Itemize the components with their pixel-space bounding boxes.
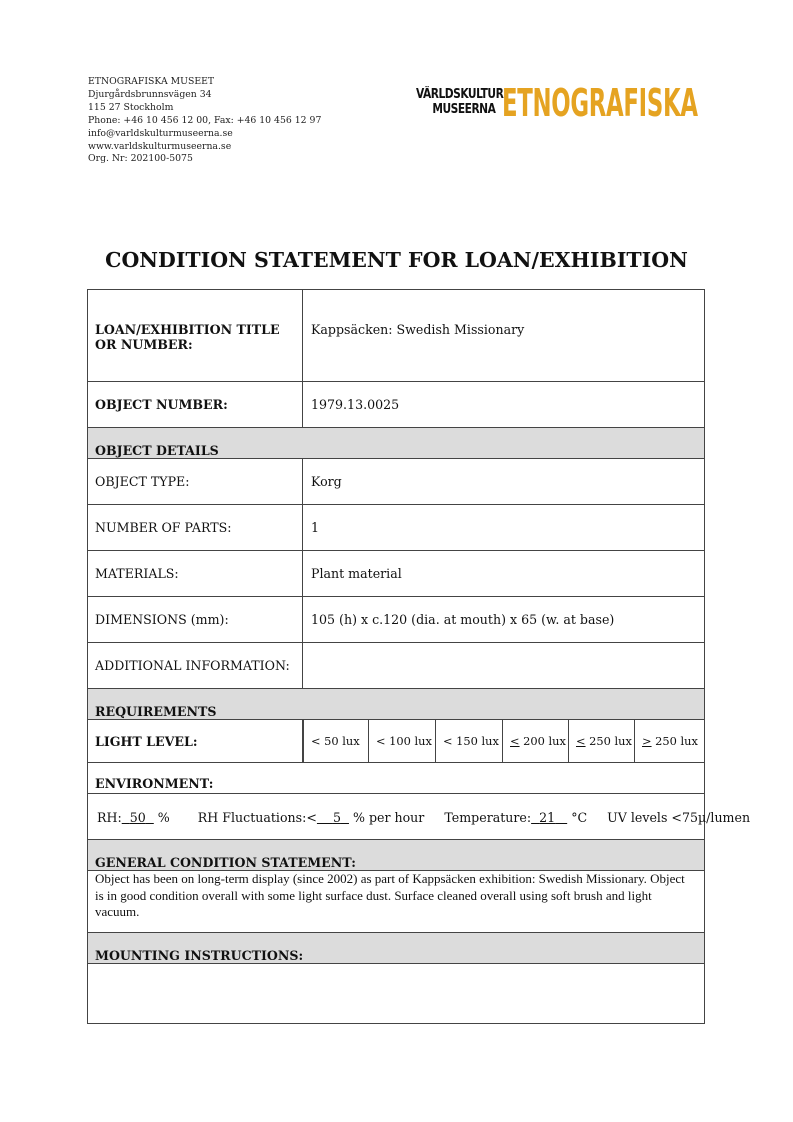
general-condition-text: Object has been on long-term display (since 2002) as part of Kappsäcken exhibition: Swedish Missionary. Object is in good condition overall with some light surface dust. Surface cleaned overall using soft brush and light vacuum.: [95, 871, 685, 919]
environment-values-row: [88, 794, 751, 840]
general-condition-heading-row: [88, 840, 704, 871]
object-number-label: OBJECT NUMBER:: [88, 382, 303, 427]
rh-unit: %: [157, 810, 170, 825]
light-option-over-250: [634, 720, 704, 762]
light-option-value: 200 lux: [519, 734, 566, 748]
address-line: www.varldskulturmuseerna.se: [88, 140, 232, 152]
rh-fluctuations-label: RH Fluctuations:<: [197, 810, 317, 825]
environment-heading-row: [88, 763, 704, 794]
parts-value: 1: [311, 520, 320, 535]
light-level-label: LIGHT LEVEL:: [88, 720, 303, 762]
light-option-150: [435, 720, 502, 762]
light-option-value: 150 lux: [456, 734, 499, 748]
light-option-symbol: >: [642, 734, 652, 748]
address-line: info@varldskulturmuseerna.se: [88, 127, 233, 139]
dimensions-label: DIMENSIONS (mm):: [88, 597, 303, 642]
parts-row: [88, 505, 704, 551]
logo-line1: VÄRLDSKULTUR: [416, 87, 504, 102]
light-option-value: 250 lux: [651, 734, 698, 748]
logo-brand: ETNOGRAFISKA: [502, 81, 698, 125]
object-details-heading: OBJECT DETAILS: [95, 443, 219, 458]
light-option-250: [568, 720, 634, 762]
address-line: 115 27 Stockholm: [88, 101, 174, 113]
dimensions-row: [88, 597, 704, 643]
loan-title-label: LOAN/EXHIBITION TITLE OR NUMBER:: [88, 290, 303, 381]
address-line: Org. Nr: 202100-5075: [88, 153, 193, 165]
rh-fluctuations-value: 5: [332, 810, 341, 825]
object-details-heading-row: [88, 428, 704, 459]
general-condition-row: [88, 871, 704, 933]
light-option-value: 250 lux: [585, 734, 632, 748]
light-option-200: [502, 720, 568, 762]
rh-fluctuations-unit: % per hour: [352, 810, 425, 825]
additional-info-label: ADDITIONAL INFORMATION:: [88, 643, 303, 688]
object-type-row: [88, 459, 704, 505]
mounting-heading-row: [88, 933, 704, 964]
rh-label: RH:: [97, 810, 122, 825]
address-line: Phone: +46 10 456 12 00, Fax: +46 10 456 12 97: [88, 114, 322, 126]
light-option-symbol: <: [443, 734, 457, 748]
page-title: CONDITION STATEMENT FOR LOAN/EXHIBITION: [105, 248, 688, 272]
temperature-value: 21: [539, 810, 556, 825]
light-option-symbol: <: [376, 734, 390, 748]
object-type-label: OBJECT TYPE:: [88, 459, 303, 504]
museum-logo: [416, 81, 698, 125]
light-level-row: [88, 720, 704, 763]
loan-title-row: [88, 290, 704, 382]
materials-value: Plant material: [311, 566, 402, 581]
light-option-value: 50 lux: [324, 734, 360, 748]
uv-levels: UV levels <75µ/lumen: [607, 810, 751, 825]
temperature-label: Temperature:: [444, 810, 532, 825]
object-number-value: 1979.13.0025: [311, 397, 400, 412]
light-option-value: 100 lux: [389, 734, 432, 748]
materials-row: [88, 551, 704, 597]
rh-value: 50: [129, 810, 146, 825]
light-option-50: [303, 720, 368, 762]
light-option-symbol: <: [311, 734, 325, 748]
museum-address: [88, 76, 388, 166]
light-option-100: [368, 720, 435, 762]
general-condition-heading: GENERAL CONDITION STATEMENT:: [95, 855, 356, 870]
address-line: ETNOGRAFISKA MUSEET: [88, 76, 215, 87]
mounting-row: [88, 964, 704, 1023]
object-number-row: [88, 382, 704, 428]
mounting-heading: MOUNTING INSTRUCTIONS:: [95, 948, 304, 963]
materials-label: MATERIALS:: [88, 551, 303, 596]
address-line: Djurgårdsbrunnsvägen 34: [88, 88, 212, 100]
requirements-heading-row: [88, 689, 704, 720]
additional-info-value: [303, 643, 704, 688]
dimensions-value: 105 (h) x c.120 (dia. at mouth) x 65 (w. at base): [311, 612, 615, 627]
parts-label: NUMBER OF PARTS:: [88, 505, 303, 550]
object-type-value: Korg: [311, 474, 342, 489]
light-option-symbol: <: [510, 734, 520, 748]
light-option-symbol: <: [576, 734, 586, 748]
loan-title-value: Kappsäcken: Swedish Missionary: [311, 322, 525, 337]
additional-info-row: [88, 643, 704, 689]
temperature-unit: °C: [571, 810, 588, 825]
requirements-heading: REQUIREMENTS: [95, 704, 217, 719]
logo-wordmark: [416, 87, 504, 117]
condition-form: [87, 289, 751, 1024]
environment-values: [97, 810, 750, 825]
environment-heading: ENVIRONMENT:: [95, 776, 214, 791]
logo-line2: MUSEERNA: [432, 102, 496, 117]
